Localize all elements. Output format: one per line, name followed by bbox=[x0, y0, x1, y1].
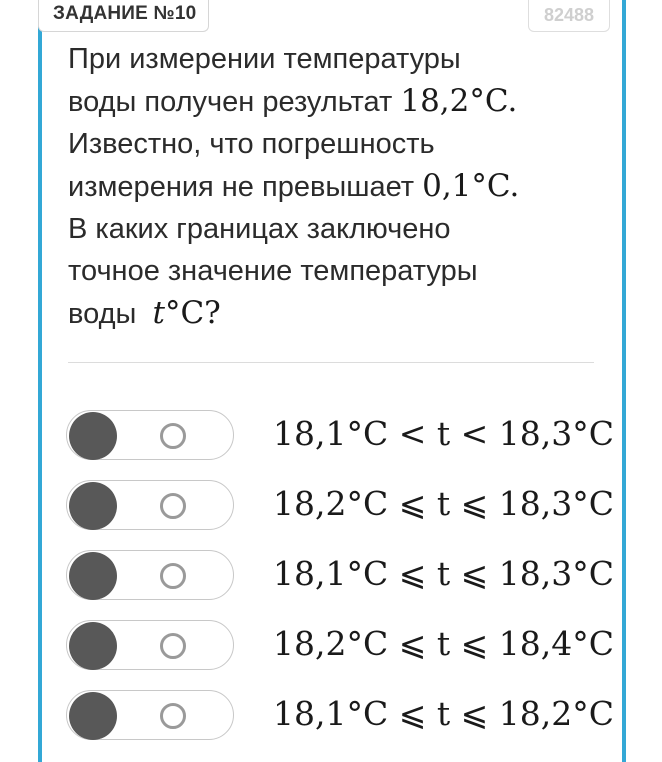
question-line-text: измерения не превышает bbox=[68, 171, 415, 203]
answer-text: 18,1°C ⩽ t ⩽ 18,2°C bbox=[273, 694, 614, 733]
filled-circle-icon bbox=[69, 482, 117, 530]
question-line bbox=[68, 165, 608, 208]
filled-circle-icon bbox=[69, 622, 117, 670]
question-text bbox=[68, 38, 608, 335]
question-line: Известно, что погрешность bbox=[68, 128, 435, 160]
answer-toggle[interactable] bbox=[66, 480, 234, 530]
answer-text: 18,2°C ⩽ t ⩽ 18,3°C bbox=[273, 484, 614, 523]
filled-circle-icon bbox=[69, 412, 117, 460]
radio-circle-icon bbox=[160, 493, 186, 519]
answer-option-2[interactable] bbox=[66, 478, 662, 534]
question-line: точное значение температуры bbox=[68, 255, 478, 287]
radio-circle-icon bbox=[160, 633, 186, 659]
question-line bbox=[68, 80, 608, 123]
task-id-badge: 82488 bbox=[528, 0, 610, 32]
answer-text: 18,1°C < t < 18,3°C bbox=[273, 414, 614, 453]
question-math-variable bbox=[152, 295, 164, 331]
answer-toggle[interactable] bbox=[66, 410, 234, 460]
answer-text: 18,1°C ⩽ t ⩽ 18,3°C bbox=[273, 554, 614, 593]
question-math-value: °C? bbox=[164, 295, 221, 331]
answer-toggle[interactable] bbox=[66, 690, 234, 740]
answer-toggle[interactable] bbox=[66, 550, 234, 600]
answer-option-4[interactable] bbox=[66, 618, 662, 674]
variable-t: t bbox=[152, 295, 165, 331]
question-line-text: воды получен результат bbox=[68, 86, 393, 118]
question-line-text: воды bbox=[68, 298, 137, 330]
radio-circle-icon bbox=[160, 703, 186, 729]
radio-circle-icon bbox=[160, 563, 186, 589]
filled-circle-icon bbox=[69, 552, 117, 600]
question-line bbox=[68, 292, 608, 335]
radio-circle-icon bbox=[160, 423, 186, 449]
question-line: В каких границах заключено bbox=[68, 213, 451, 245]
filled-circle-icon bbox=[69, 692, 117, 740]
answer-option-1[interactable] bbox=[66, 408, 662, 464]
task-number-badge: ЗАДАНИЕ №10 bbox=[38, 0, 209, 32]
question-math-value: 0,1°C. bbox=[422, 168, 520, 204]
answer-toggle[interactable] bbox=[66, 620, 234, 670]
answer-text: 18,2°C ⩽ t ⩽ 18,4°C bbox=[273, 624, 614, 663]
answer-option-5[interactable] bbox=[66, 688, 662, 744]
divider bbox=[68, 362, 594, 363]
question-math-value: 18,2°C. bbox=[400, 83, 518, 119]
question-line: При измерении температуры bbox=[68, 43, 461, 75]
answer-option-3[interactable] bbox=[66, 548, 662, 604]
